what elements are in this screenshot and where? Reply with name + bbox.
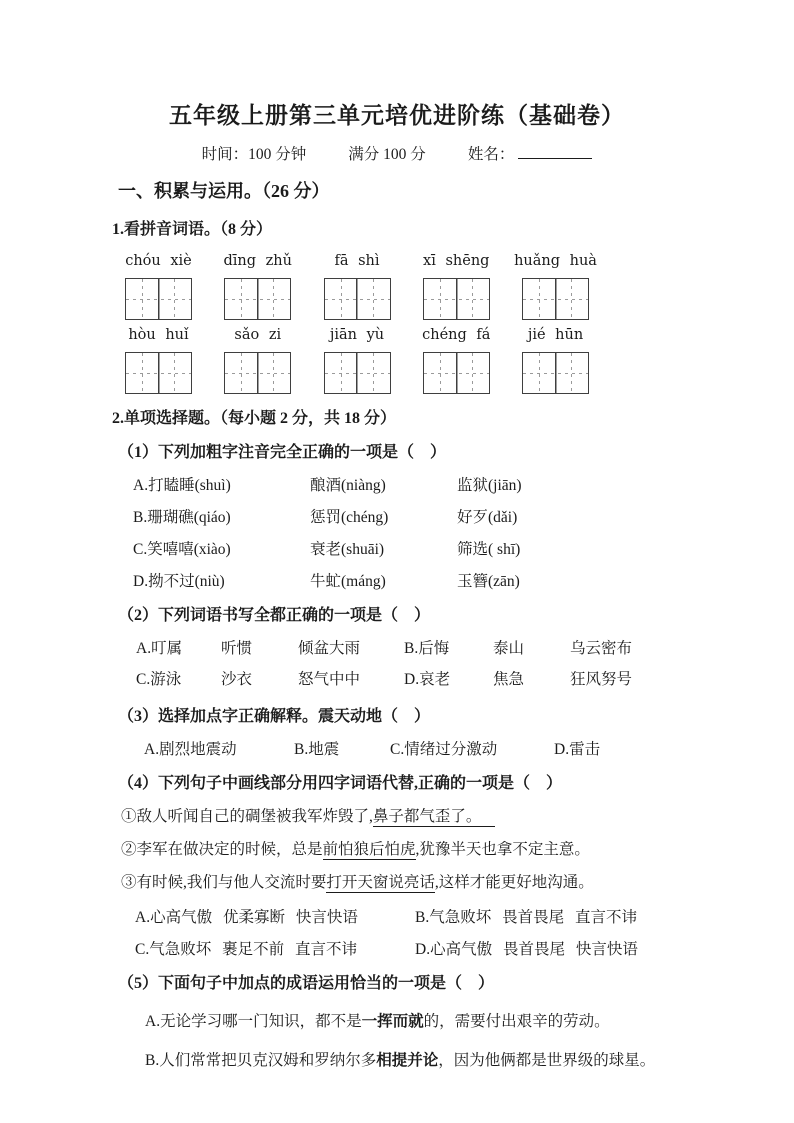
writing-grid <box>423 352 490 394</box>
sentence-line <box>121 839 794 861</box>
pinyin-word: dīng zhǔ <box>223 253 292 269</box>
q2-1-option-row <box>133 539 794 560</box>
writing-grid <box>224 278 291 320</box>
pinyin-word: hòu huǐ <box>128 327 189 343</box>
pinyin-word: fā shì <box>334 253 380 269</box>
exam-meta <box>0 144 794 165</box>
q2-4-option-row <box>135 907 794 928</box>
option-cell: 牛虻(máng) <box>310 573 386 590</box>
option-cell: 听惯 <box>221 640 253 657</box>
sentence-pre: ①敌人听闻自己的碉堡被我军炸毁了, <box>121 808 373 825</box>
option-cell: C.游泳 <box>136 671 182 688</box>
writing-grid <box>224 352 291 394</box>
option-cell: 怒气中中 <box>298 671 361 688</box>
option-cell: C.情绪过分激动 <box>390 741 498 758</box>
writing-grid <box>125 352 192 394</box>
name-blank-line <box>518 144 592 159</box>
option-cell: 监狱(jiān) <box>457 477 522 494</box>
q2-5-option-line <box>145 1011 794 1033</box>
option-cell: 酿酒(niàng) <box>310 477 386 494</box>
option-cell: D.拗不过(niù) <box>133 573 225 590</box>
q2-5-heading: （5）下面句子中加点的成语运用恰当的一项是（ ） <box>118 975 495 992</box>
pinyin-word: jié hūn <box>527 327 584 343</box>
q2-4-heading: （4）下列句子中画线部分用四字词语代替,正确的一项是（ ） <box>118 775 563 792</box>
option-post: 的，需要付出艰辛的劳动。 <box>423 1013 610 1030</box>
option-cell: B.珊瑚礁(qiáo) <box>133 509 231 526</box>
pinyin-word: chóu xiè <box>125 253 192 269</box>
option-cell: 焦急 <box>493 671 525 688</box>
option-group: D.心高气傲 畏首畏尾 快言快语 <box>415 941 638 958</box>
q2-3-option-row <box>144 739 794 760</box>
question-1-heading: 1.看拼音词语。（8 分） <box>112 221 273 238</box>
sentence-post: ,这样才能更好地沟通。 <box>434 874 594 891</box>
option-cell: 狂风努号 <box>570 671 633 688</box>
pinyin-row-1 <box>125 251 597 272</box>
option-cell: 倾盆大雨 <box>298 640 361 657</box>
underlined-phrase: 鼻子都气歪了。 <box>373 808 496 827</box>
question-2-heading: 2.单项选择题。（每小题 2 分，共 18 分） <box>112 410 397 427</box>
option-cell: 玉簪(zān) <box>457 573 520 590</box>
underlined-phrase: 前怕狼后怕虎 <box>322 841 416 858</box>
writing-grid-row-2 <box>125 352 589 394</box>
option-post: ，因为他俩都是世界级的球星。 <box>438 1052 656 1069</box>
sentence-line <box>121 806 794 828</box>
option-cell: B.地震 <box>294 741 340 758</box>
bold-idiom: 相提并论 <box>376 1052 439 1069</box>
q2-5-option-line <box>145 1050 794 1072</box>
writing-grid <box>324 352 391 394</box>
option-cell: 衰老(shuāi) <box>310 541 385 558</box>
pinyin-word: chéng fá <box>422 327 491 343</box>
pinyin-word: sǎo zi <box>234 327 282 343</box>
writing-grid <box>522 278 589 320</box>
writing-grid-row-1 <box>125 278 589 320</box>
sentence-pre: ②李军在做决定的时候，总是 <box>121 841 323 858</box>
option-cell: A.叮属 <box>136 640 183 657</box>
section-1-heading: 一、积累与运用。（26 分） <box>118 181 330 201</box>
pinyin-row-2 <box>125 325 589 346</box>
q2-1-option-row <box>133 507 794 528</box>
option-cell: 惩罚(chéng) <box>310 509 389 526</box>
option-cell: B.后悔 <box>404 640 450 657</box>
bold-idiom: 一挥而就 <box>361 1013 424 1030</box>
page-title: 五年级上册第三单元培优进阶练（基础卷） <box>169 103 625 128</box>
option-pre: A.无论学习哪一门知识，都不是 <box>145 1013 362 1030</box>
q2-1-option-row <box>133 571 794 592</box>
option-pre: B.人们常常把贝克汉姆和罗纳尔多 <box>145 1052 377 1069</box>
option-cell: 沙衣 <box>221 671 253 688</box>
option-group: C.气急败坏 裹足不前 直言不讳 <box>135 941 357 958</box>
option-group: B.气急败坏 畏首畏尾 直言不讳 <box>415 909 637 926</box>
pinyin-word: xī shēng <box>423 253 490 269</box>
q2-4-option-row <box>135 939 794 960</box>
option-cell: 筛选( shī) <box>457 541 521 558</box>
pinyin-word: jiān yù <box>329 327 385 343</box>
option-cell: A.打瞌睡(shuì) <box>133 477 231 494</box>
writing-grid <box>324 278 391 320</box>
q2-1-option-row <box>133 475 794 496</box>
meta-score: 满分 100 分 <box>348 146 426 163</box>
q2-2-option-row <box>136 638 794 659</box>
writing-grid <box>125 278 192 320</box>
option-cell: D.哀老 <box>404 671 451 688</box>
option-cell: 泰山 <box>493 640 525 657</box>
q2-3-heading: （3）选择加点字正确解释。震天动地（ ） <box>118 708 431 725</box>
option-cell: 好歹(dǎi) <box>457 509 518 526</box>
sentence-post: ,犹豫半天也拿不定主意。 <box>415 841 590 858</box>
option-cell: 乌云密布 <box>570 640 633 657</box>
meta-name-label: 姓名： <box>467 146 515 163</box>
option-cell: C.笑嘻嘻(xiào) <box>133 541 231 558</box>
meta-name <box>468 144 593 165</box>
option-cell: A.剧烈地震动 <box>144 741 237 758</box>
writing-grid <box>522 352 589 394</box>
sentence-pre: ③有时候,我们与他人交流时要 <box>121 874 327 891</box>
meta-time: 时间：100 分钟 <box>201 146 307 163</box>
q2-2-heading: （2）下列词语书写全都正确的一项是（ ） <box>118 607 431 624</box>
q2-2-option-row <box>136 669 794 690</box>
option-cell: D.雷击 <box>554 741 601 758</box>
pinyin-word: huǎng huà <box>514 253 597 269</box>
underlined-phrase: 打开天窗说亮话 <box>326 874 435 891</box>
option-group: A.心高气傲 优柔寡断 快言快语 <box>135 909 358 926</box>
sentence-line <box>121 872 794 894</box>
q2-1-heading: （1）下列加粗字注音完全正确的一项是（ ） <box>118 444 447 461</box>
writing-grid <box>423 278 490 320</box>
